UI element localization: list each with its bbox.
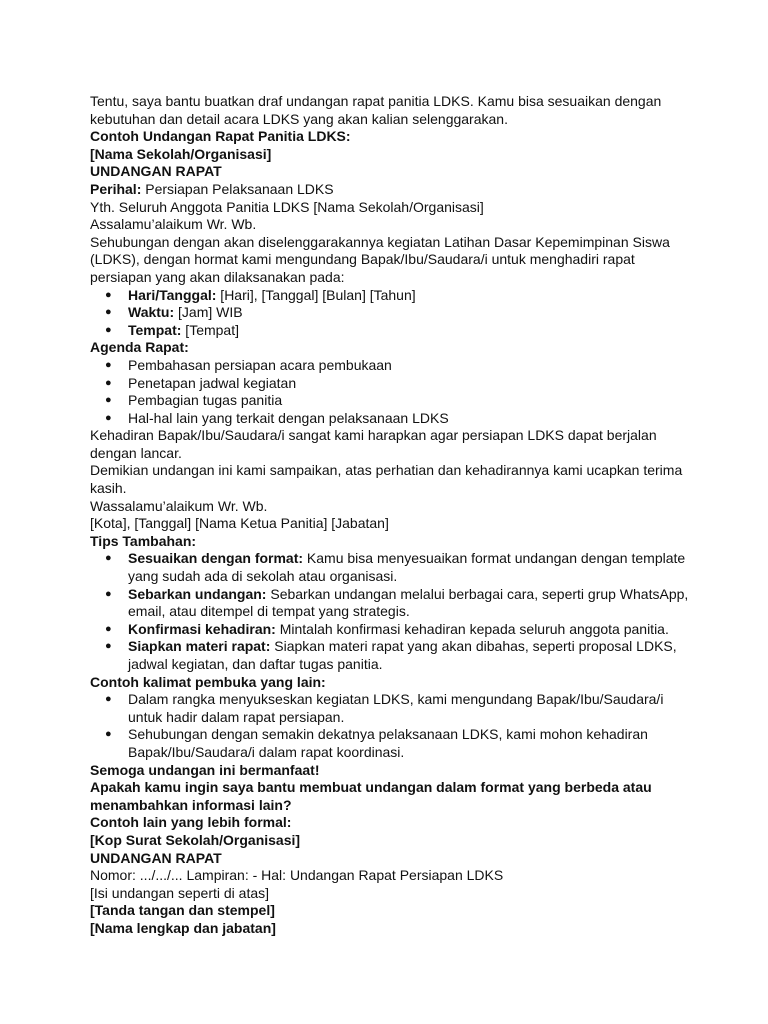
invitation-heading: UNDANGAN RAPAT bbox=[90, 163, 222, 180]
alt-openers-title: Contoh kalimat pembuka yang lain: bbox=[90, 673, 326, 690]
bullet-icon: ● bbox=[105, 640, 112, 653]
bullet-icon: ● bbox=[105, 306, 112, 319]
sign-stamp-placeholder: [Tanda tangan dan stempel] bbox=[90, 902, 275, 919]
recipient-line: Yth. Seluruh Anggota Panitia LDKS [Nama Sekolah/Organisasi] bbox=[90, 198, 484, 215]
bullet-icon: ● bbox=[105, 376, 112, 389]
bullet-icon: ● bbox=[105, 411, 112, 424]
question-paragraph: Apakah kamu ingin saya bantu membuat undangan dalam format yang berbeda atau menambahkan informasi lain? bbox=[90, 779, 652, 813]
hope-line: Semoga undangan ini bermanfaat! bbox=[90, 761, 320, 778]
list-item: ● Hari/Tanggal: [Hari], [Tanggal] [Bulan] [Tahun] bbox=[105, 286, 416, 303]
signature-line: [Kota], [Tanggal] [Nama Ketua Panitia] [Jabatan] bbox=[90, 515, 389, 532]
intro-paragraph: Tentu, saya bantu buatkan draf undangan rapat panitia LDKS. Kamu bisa sesuaikan dengan kebutuhan dan detail acara LDKS yang akan kalian selenggarakan. bbox=[90, 93, 662, 127]
formal-heading: UNDANGAN RAPAT bbox=[90, 849, 222, 866]
agenda-list bbox=[90, 357, 690, 427]
bullet-icon: ● bbox=[105, 587, 112, 600]
bullet-icon: ● bbox=[105, 622, 112, 635]
bullet-icon: ● bbox=[105, 728, 112, 741]
org-placeholder: [Nama Sekolah/Organisasi] bbox=[90, 145, 272, 162]
list-item: ● Sebarkan undangan: Sebarkan undangan melalui berbagai cara, seperti grup WhatsApp, email, atau ditempel di tempat yang strategis. bbox=[105, 585, 689, 620]
document-body bbox=[90, 93, 690, 938]
farewell-line: Wassalamu’alaikum Wr. Wb. bbox=[90, 497, 268, 514]
list-item: ● Tempat: [Tempat] bbox=[105, 321, 240, 338]
list-item: ● Konfirmasi kehadiran: Mintalah konfirmasi kehadiran kepada seluruh anggota panitia. bbox=[105, 620, 669, 637]
agenda-title: Agenda Rapat: bbox=[90, 339, 189, 356]
formal-title: Contoh lain yang lebih formal: bbox=[90, 814, 292, 831]
letter-meta-line: Nomor: .../.../... Lampiran: - Hal: Undangan Rapat Persiapan LDKS bbox=[90, 867, 504, 884]
list-item: ● Penetapan jadwal kegiatan bbox=[105, 374, 297, 391]
list-item: ● Dalam rangka menyukseskan kegiatan LDKS, kami mengundang Bapak/Ibu/Saudara/i untuk hadir dalam rapat persiapan. bbox=[105, 691, 664, 725]
closing-paragraph: Demikian undangan ini kami sampaikan, atas perhatian dan kehadirannya kami ucapkan terima kasih. bbox=[90, 462, 683, 497]
alt-openers-list bbox=[90, 691, 690, 761]
tips-title: Tips Tambahan: bbox=[90, 532, 197, 549]
list-item: ● Sesuaikan dengan format: Kamu bisa menyesuaikan format undangan dengan template yang sudah ada di sekolah atau organisasi. bbox=[105, 550, 686, 585]
content-note: [Isi undangan seperti di atas] bbox=[90, 884, 270, 901]
bullet-icon: ● bbox=[105, 693, 112, 706]
bullet-icon: ● bbox=[105, 552, 112, 565]
details-list bbox=[90, 287, 690, 340]
list-item: ● Waktu: [Jam] WIB bbox=[105, 304, 243, 321]
bullet-icon: ● bbox=[105, 394, 112, 407]
list-item: ● Pembahasan persiapan acara pembukaan bbox=[105, 356, 392, 373]
list-item: ● Sehubungan dengan semakin dekatnya pelaksanaan LDKS, kami mohon kehadiran Bapak/Ibu/Saudara/i dalam rapat koordinasi. bbox=[105, 726, 648, 760]
tips-list bbox=[90, 550, 690, 673]
list-item: ● Siapkan materi rapat: Siapkan materi rapat yang akan dibahas, seperti proposal LDKS, jadwal kegiatan, dan daftar tugas panitia. bbox=[105, 638, 677, 672]
letterhead-placeholder: [Kop Surat Sekolah/Organisasi] bbox=[90, 831, 301, 848]
attendance-paragraph: Kehadiran Bapak/Ibu/Saudara/i sangat kami harapkan agar persiapan LDKS dapat berjalan dengan lancar. bbox=[90, 427, 657, 461]
subject-label: Perihal: bbox=[90, 180, 142, 197]
greeting-line: Assalamu’alaikum Wr. Wb. bbox=[90, 216, 257, 233]
subject-value: Persiapan Pelaksanaan LDKS bbox=[141, 180, 334, 197]
list-item: ● Hal-hal lain yang terkait dengan pelaksanaan LDKS bbox=[105, 409, 449, 426]
subject-line bbox=[90, 181, 690, 199]
bullet-icon: ● bbox=[105, 358, 112, 371]
opening-paragraph: Sehubungan dengan akan diselenggarakannya kegiatan Latihan Dasar Kepemimpinan Siswa (LDKS), dengan hormat kami mengundang Bapak/Ibu/Saudara/i untuk menghadiri rapat persiapan yang akan dilaksanakan pada: bbox=[90, 233, 670, 285]
example-title: Contoh Undangan Rapat Panitia LDKS: bbox=[90, 128, 351, 145]
bullet-icon: ● bbox=[105, 323, 112, 336]
name-position-placeholder: [Nama lengkap dan jabatan] bbox=[90, 919, 276, 936]
bullet-icon: ● bbox=[105, 288, 112, 301]
list-item: ● Pembagian tugas panitia bbox=[105, 392, 283, 409]
